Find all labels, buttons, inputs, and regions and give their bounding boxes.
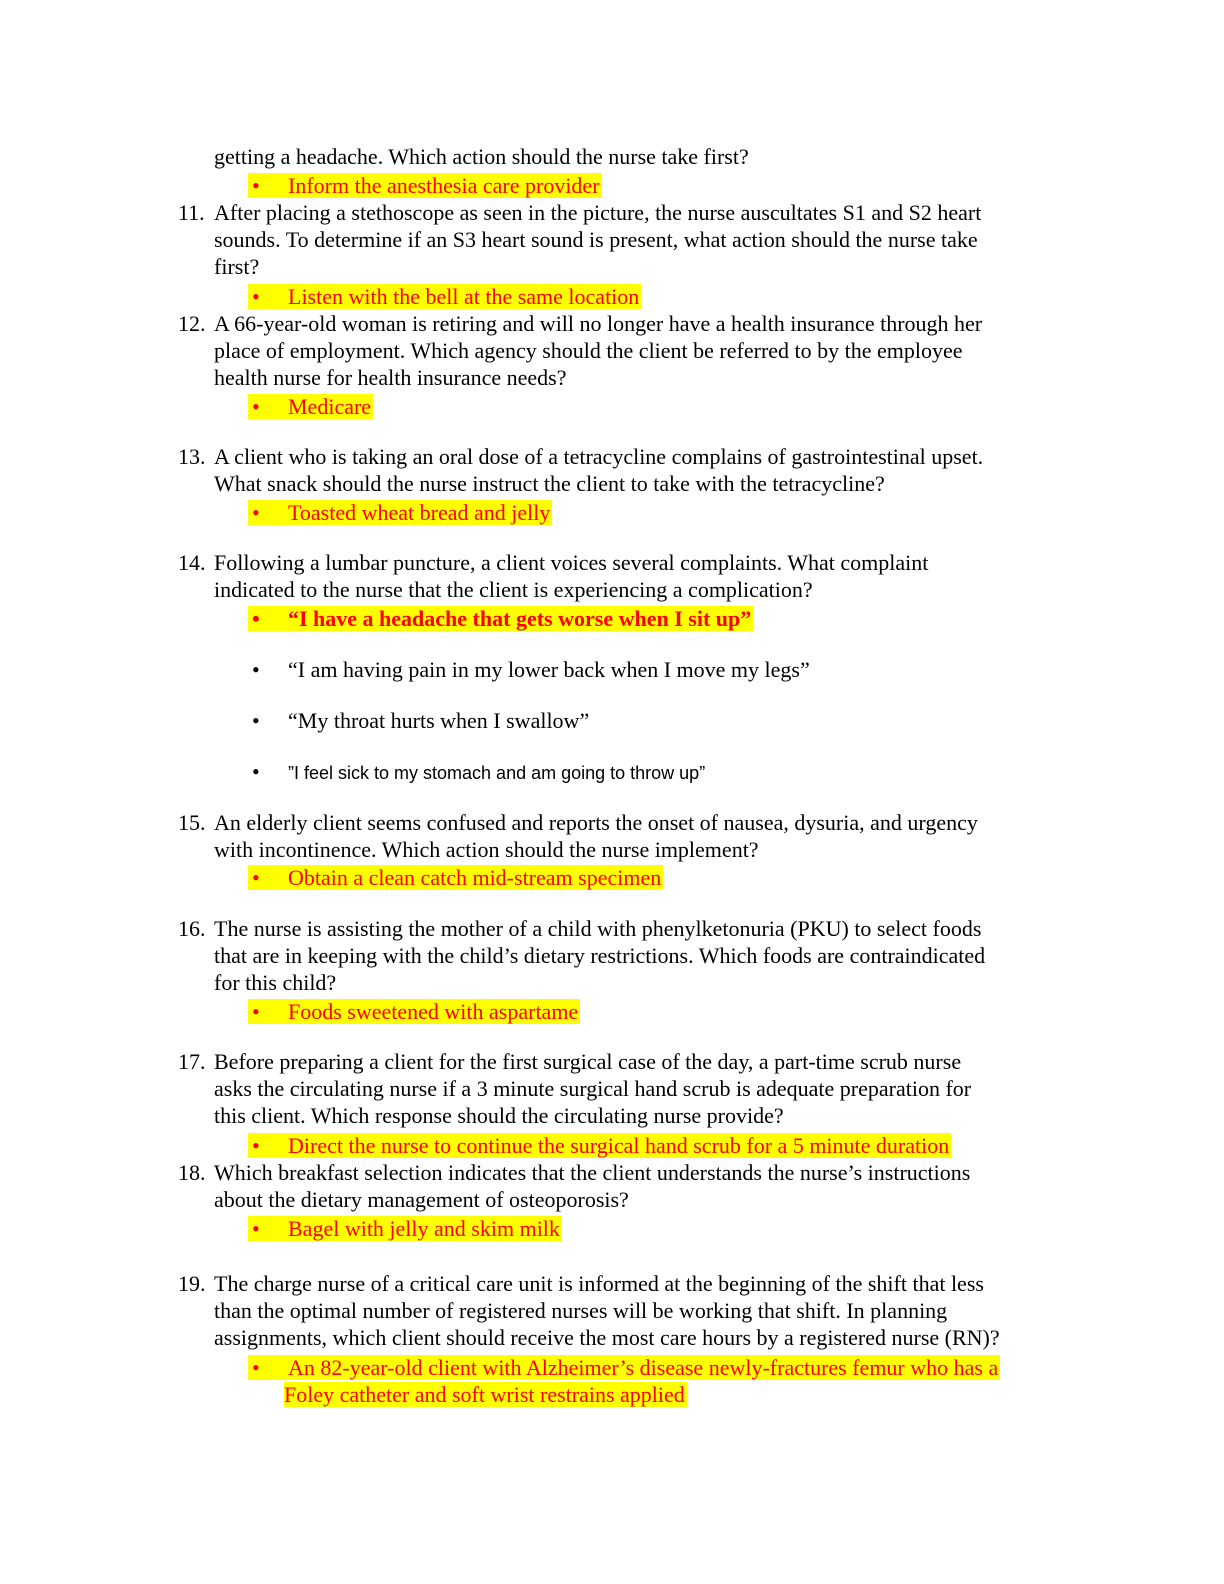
q13-number: 13. (178, 444, 206, 469)
q19-answer (248, 1354, 1000, 1381)
answer-text: Toasted wheat bread and jelly (288, 500, 551, 525)
q14-answer (248, 605, 753, 632)
q14-number: 14. (178, 550, 206, 575)
answer-text-line-2: Foley catheter and soft wrist restrains applied (284, 1382, 685, 1407)
bullet-icon: • (252, 657, 260, 682)
q19-answer-continued (284, 1381, 687, 1408)
q16-number: 16. (178, 916, 206, 941)
bullet-icon: • (252, 999, 260, 1024)
answer-text: Foods sweetened with aspartame (288, 999, 579, 1024)
answer-text: Medicare (288, 394, 372, 419)
q12-text-line-1: A 66-year-old woman is retiring and will no longer have a health insurance through her (214, 311, 983, 336)
q11-text-line-1: After placing a stethoscope as seen in the picture, the nurse auscultates S1 and S2 heart (214, 200, 982, 225)
option-text: “I am having pain in my lower back when I move my legs” (288, 657, 810, 682)
bullet-icon: • (252, 865, 260, 890)
q16-text-line-2: that are in keeping with the child’s dietary restrictions. Which foods are contraindicated (214, 943, 986, 968)
q15-text-line-2: with incontinence. Which action should the nurse implement? (214, 837, 759, 862)
q12-answer (248, 393, 373, 420)
answer-text: Bagel with jelly and skim milk (288, 1216, 560, 1241)
answer-text-line-1: An 82-year-old client with Alzheimer’s disease newly-fractures femur who has a (288, 1355, 999, 1380)
q19-number: 19. (178, 1271, 206, 1296)
q13-text-line-1: A client who is taking an oral dose of a tetracycline complains of gastrointestinal upset. (214, 444, 984, 469)
q16-text-line-3: for this child? (214, 970, 337, 995)
answer-text: Obtain a clean catch mid-stream specimen (288, 865, 662, 890)
q11-text-line-2: sounds. To determine if an S3 heart sound is present, what action should the nurse take (214, 227, 978, 252)
q12-number: 12. (178, 311, 206, 336)
q19-text-line-1: The charge nurse of a critical care unit is informed at the beginning of the shift that less (214, 1271, 984, 1296)
q13-text-line-2: What snack should the nurse instruct the client to take with the tetracycline? (214, 471, 885, 496)
q11-number: 11. (178, 200, 205, 225)
bullet-icon: • (252, 500, 260, 525)
bullet-icon: • (252, 606, 260, 631)
q19-text-line-2: than the optimal number of registered nurses will be working that shift. In planning (214, 1298, 948, 1323)
q11-answer (248, 283, 641, 310)
q14-option-1 (248, 656, 810, 683)
answer-text: Listen with the bell at the same location (288, 284, 640, 309)
q13-answer (248, 499, 552, 526)
answer-text: “I have a headache that gets worse when I sit up” (288, 606, 752, 631)
q15-answer (248, 864, 663, 891)
q10-text-line: getting a headache. Which action should the nurse take first? (214, 144, 749, 169)
q16-answer (248, 998, 580, 1025)
option-text: ”I feel sick to my stomach and am going to throw up” (288, 763, 706, 783)
q17-text-line-3: this client. Which response should the circulating nurse provide? (214, 1103, 784, 1128)
bullet-icon: • (252, 173, 260, 198)
q11-text-line-3: first? (214, 254, 260, 279)
q10-answer (248, 172, 602, 199)
q15-number: 15. (178, 810, 206, 835)
bullet-icon: • (252, 284, 260, 309)
q14-option-3 (248, 758, 705, 787)
q16-text-line-1: The nurse is assisting the mother of a child with phenylketonuria (PKU) to select foods (214, 916, 982, 941)
answer-text: Inform the anesthesia care provider (288, 173, 600, 198)
q17-number: 17. (178, 1049, 206, 1074)
q18-answer (248, 1215, 562, 1242)
q14-text-line-1: Following a lumbar puncture, a client voices several complaints. What complaint (214, 550, 929, 575)
q18-text-line-2: about the dietary management of osteoporosis? (214, 1187, 629, 1212)
q17-text-line-2: asks the circulating nurse if a 3 minute surgical hand scrub is adequate preparation for (214, 1076, 972, 1101)
bullet-icon: • (252, 1216, 260, 1241)
bullet-icon: • (252, 1133, 260, 1158)
q14-option-2 (248, 707, 589, 734)
q17-answer (248, 1132, 951, 1159)
q12-text-line-3: health nurse for health insurance needs? (214, 365, 567, 390)
bullet-icon: • (252, 759, 260, 784)
bullet-icon: • (252, 394, 260, 419)
q12-text-line-2: place of employment. Which agency should the client be referred to by the employee (214, 338, 963, 363)
q15-text-line-1: An elderly client seems confused and reports the onset of nausea, dysuria, and urgency (214, 810, 978, 835)
q17-text-line-1: Before preparing a client for the first surgical case of the day, a part-time scrub nurse (214, 1049, 962, 1074)
q19-text-line-3: assignments, which client should receive the most care hours by a registered nurse (RN)? (214, 1325, 1000, 1350)
bullet-icon: • (252, 1355, 260, 1380)
bullet-icon: • (252, 708, 260, 733)
q18-text-line-1: Which breakfast selection indicates that the client understands the nurse’s instructions (214, 1160, 971, 1185)
option-text: “My throat hurts when I swallow” (288, 708, 590, 733)
q14-text-line-2: indicated to the nurse that the client is experiencing a complication? (214, 577, 813, 602)
q18-number: 18. (178, 1160, 206, 1185)
answer-text: Direct the nurse to continue the surgical hand scrub for a 5 minute duration (288, 1133, 950, 1158)
